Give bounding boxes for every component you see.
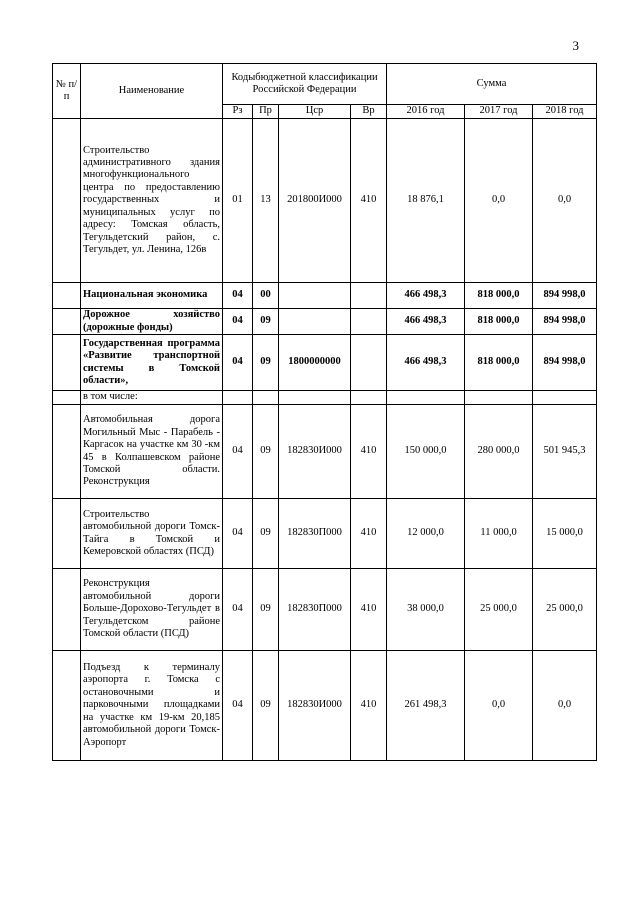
row-csr: 182830П000 xyxy=(279,569,351,651)
row-2018: 15 000,0 xyxy=(533,499,597,569)
row-pr: 09 xyxy=(253,309,279,335)
row-num xyxy=(53,391,81,405)
budget-table xyxy=(52,63,597,761)
table-header xyxy=(53,64,597,119)
row-num xyxy=(53,309,81,335)
row-2018: 0,0 xyxy=(533,651,597,761)
row-vr: 410 xyxy=(351,569,387,651)
table-row xyxy=(53,569,597,651)
table-row xyxy=(53,309,597,335)
row-csr: 1800000000 xyxy=(279,335,351,391)
row-2017: 818 000,0 xyxy=(465,283,533,309)
row-2018: 894 998,0 xyxy=(533,309,597,335)
table-row xyxy=(53,283,597,309)
header-vr: Вр xyxy=(351,105,387,119)
row-name: Национальная экономика xyxy=(81,283,223,309)
row-2017: 0,0 xyxy=(465,119,533,283)
table-row xyxy=(53,335,597,391)
row-csr xyxy=(279,309,351,335)
row-2018 xyxy=(533,391,597,405)
row-2017: 280 000,0 xyxy=(465,405,533,499)
row-pr: 13 xyxy=(253,119,279,283)
header-num: № п/п xyxy=(53,64,81,119)
row-csr: 182830И000 xyxy=(279,651,351,761)
row-num xyxy=(53,499,81,569)
row-pr: 09 xyxy=(253,335,279,391)
row-2018: 501 945,3 xyxy=(533,405,597,499)
row-pr: 00 xyxy=(253,283,279,309)
row-vr: 410 xyxy=(351,499,387,569)
row-csr xyxy=(279,391,351,405)
row-rz: 04 xyxy=(223,283,253,309)
row-vr xyxy=(351,391,387,405)
header-rz: Рз xyxy=(223,105,253,119)
row-name: Строительство административного здания многофункционального центра по предоставлению государственных и муниципальных услуг по адресу: Томская область, Тегульдетский район, с. Тегульдет, ул. Ленина, 126в xyxy=(81,119,223,283)
row-pr: 09 xyxy=(253,651,279,761)
row-2016: 18 876,1 xyxy=(387,119,465,283)
row-vr xyxy=(351,335,387,391)
row-vr xyxy=(351,309,387,335)
row-2018: 894 998,0 xyxy=(533,335,597,391)
row-2016: 150 000,0 xyxy=(387,405,465,499)
header-name: Наименование xyxy=(81,64,223,119)
row-name: Реконструкция автомобильной дороги Больше-Дорохово-Тегульдет в Тегульдетском районе Томской области (ПСД) xyxy=(81,569,223,651)
row-2017 xyxy=(465,391,533,405)
row-rz xyxy=(223,391,253,405)
header-codes: Кодыбюджетной классификации Российской Федерации xyxy=(223,64,387,105)
row-name: Автомобильная дорога Могильный Мыс - Парабель - Каргасок на участке км 30 -км 45 в Колпашевском районе Томской области. Реконструкция xyxy=(81,405,223,499)
header-2018: 2018 год xyxy=(533,105,597,119)
row-rz: 04 xyxy=(223,405,253,499)
table-row xyxy=(53,405,597,499)
header-2017: 2017 год xyxy=(465,105,533,119)
row-num xyxy=(53,569,81,651)
row-2017: 818 000,0 xyxy=(465,335,533,391)
row-num xyxy=(53,283,81,309)
row-csr: 182830П000 xyxy=(279,499,351,569)
row-rz: 04 xyxy=(223,569,253,651)
row-rz: 04 xyxy=(223,309,253,335)
row-name: Дорожное хозяйство (дорожные фонды) xyxy=(81,309,223,335)
table-body xyxy=(53,119,597,761)
row-rz: 01 xyxy=(223,119,253,283)
row-pr: 09 xyxy=(253,499,279,569)
row-2017: 818 000,0 xyxy=(465,309,533,335)
row-2017: 11 000,0 xyxy=(465,499,533,569)
row-vr xyxy=(351,283,387,309)
row-name: Подъезд к терминалу аэропорта г. Томска с остановочными и парковочными площадками на участке км 19-км 20,185 автомобильной дороги Томск-Аэропорт xyxy=(81,651,223,761)
row-pr: 09 xyxy=(253,405,279,499)
row-rz: 04 xyxy=(223,335,253,391)
row-2016: 466 498,3 xyxy=(387,335,465,391)
row-2016: 261 498,3 xyxy=(387,651,465,761)
row-2017: 0,0 xyxy=(465,651,533,761)
row-num xyxy=(53,119,81,283)
row-num xyxy=(53,335,81,391)
row-2016: 38 000,0 xyxy=(387,569,465,651)
header-pr: Пр xyxy=(253,105,279,119)
row-num xyxy=(53,405,81,499)
row-2017: 25 000,0 xyxy=(465,569,533,651)
row-2016: 12 000,0 xyxy=(387,499,465,569)
table-row xyxy=(53,391,597,405)
row-2018: 25 000,0 xyxy=(533,569,597,651)
row-name: в том числе: xyxy=(81,391,223,405)
header-csr: Цср xyxy=(279,105,351,119)
row-vr: 410 xyxy=(351,405,387,499)
row-num xyxy=(53,651,81,761)
row-2018: 894 998,0 xyxy=(533,283,597,309)
table-row xyxy=(53,499,597,569)
page-number: 3 xyxy=(572,38,579,53)
row-vr: 410 xyxy=(351,651,387,761)
row-rz: 04 xyxy=(223,651,253,761)
header-sum: Сумма xyxy=(387,64,597,105)
row-vr: 410 xyxy=(351,119,387,283)
row-2018: 0,0 xyxy=(533,119,597,283)
row-name: Строительство автомобильной дороги Томск-Тайга в Томской и Кемеровской областях (ПСД) xyxy=(81,499,223,569)
row-2016 xyxy=(387,391,465,405)
row-pr xyxy=(253,391,279,405)
row-2016: 466 498,3 xyxy=(387,283,465,309)
row-csr xyxy=(279,283,351,309)
row-2016: 466 498,3 xyxy=(387,309,465,335)
row-csr: 182830И000 xyxy=(279,405,351,499)
header-2016: 2016 год xyxy=(387,105,465,119)
row-pr: 09 xyxy=(253,569,279,651)
row-rz: 04 xyxy=(223,499,253,569)
row-csr: 201800И000 xyxy=(279,119,351,283)
table-row xyxy=(53,651,597,761)
table-row xyxy=(53,119,597,283)
row-name: Государственная программа «Развитие транспортной системы в Томской области», xyxy=(81,335,223,391)
